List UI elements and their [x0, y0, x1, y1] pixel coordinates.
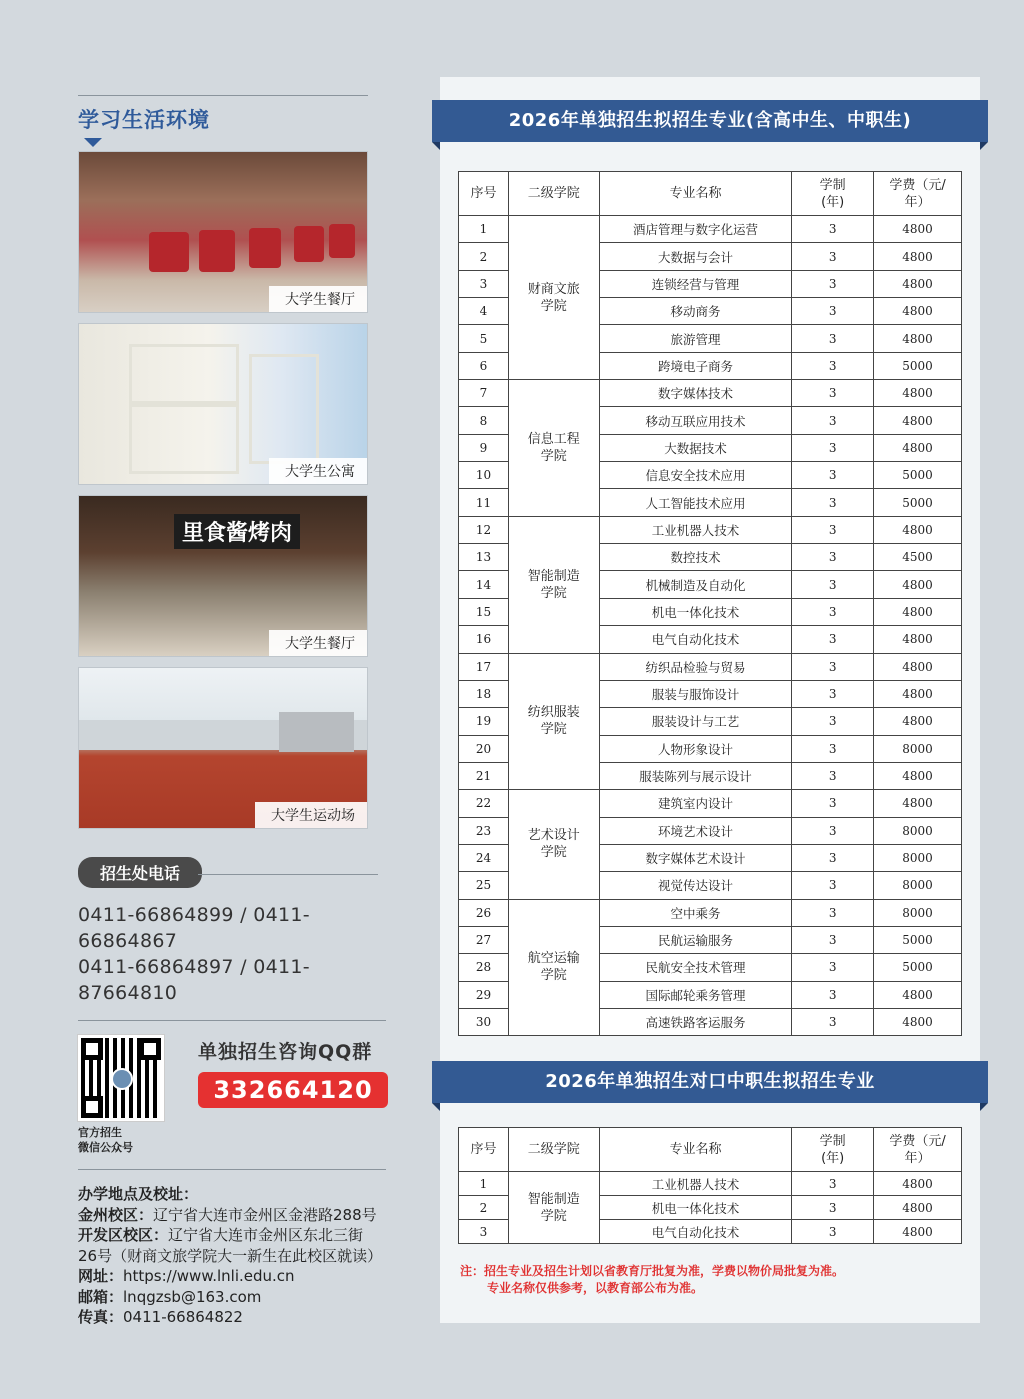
- table-row: [459, 653, 962, 680]
- address-heading: 办学地点及校址：: [78, 1185, 199, 1203]
- college-cell: 纺织服装 学院: [508, 653, 599, 790]
- row-number: 9: [459, 434, 509, 461]
- fee-cell: 4800: [874, 516, 962, 543]
- photo-canteen-2: [78, 495, 368, 657]
- years-cell: 3: [792, 708, 874, 735]
- row-number: 22: [459, 790, 509, 817]
- years-cell: 3: [792, 653, 874, 680]
- fee-cell: 5000: [874, 462, 962, 489]
- phone-numbers: [78, 902, 388, 1006]
- major-name: 移动互联应用技术: [599, 407, 792, 434]
- table-row: [459, 216, 962, 243]
- section-title: 学习生活环境: [78, 95, 368, 142]
- major-name: 服装与服饰设计: [599, 680, 792, 707]
- left-column: [78, 95, 388, 1328]
- years-cell: 3: [792, 270, 874, 297]
- table-row: [459, 380, 962, 407]
- major-name: 空中乘务: [599, 899, 792, 926]
- column-header-major: 专业名称: [599, 1128, 792, 1172]
- fee-cell: 5000: [874, 954, 962, 981]
- row-number: 10: [459, 462, 509, 489]
- college-cell: 智能制造 学院: [508, 516, 599, 653]
- years-cell: 3: [792, 1196, 874, 1220]
- major-name: 人工智能技术应用: [599, 489, 792, 516]
- major-name: 数字媒体技术: [599, 380, 792, 407]
- major-name: 大数据技术: [599, 434, 792, 461]
- row-number: 19: [459, 708, 509, 735]
- fee-cell: 8000: [874, 899, 962, 926]
- fee-cell: 8000: [874, 817, 962, 844]
- row-number: 3: [459, 270, 509, 297]
- qq-group-number[interactable]: 332664120: [198, 1072, 388, 1108]
- column-header-major: 专业名称: [599, 172, 792, 216]
- fee-cell: 4800: [874, 434, 962, 461]
- major-name: 高速铁路客运服务: [599, 1008, 792, 1035]
- fee-cell: 4800: [874, 298, 962, 325]
- column-header-fee: 学费（元/ 年）: [874, 1128, 962, 1172]
- years-cell: 3: [792, 298, 874, 325]
- years-cell: 3: [792, 462, 874, 489]
- row-number: 28: [459, 954, 509, 981]
- row-number: 12: [459, 516, 509, 543]
- divider: [198, 874, 378, 875]
- fee-cell: 4800: [874, 981, 962, 1008]
- major-name: 建筑室内设计: [599, 790, 792, 817]
- college-cell: 财商文旅 学院: [508, 216, 599, 380]
- row-number: 13: [459, 544, 509, 571]
- years-cell: 3: [792, 352, 874, 379]
- row-number: 5: [459, 325, 509, 352]
- shop-sign: 里食酱烤肉: [174, 514, 300, 549]
- photo-sports-field: [78, 667, 368, 829]
- years-cell: 3: [792, 899, 874, 926]
- row-number: 25: [459, 872, 509, 899]
- major-name: 电气自动化技术: [599, 1220, 792, 1244]
- fee-cell: 4800: [874, 708, 962, 735]
- major-name: 民航安全技术管理: [599, 954, 792, 981]
- major-name: 数控技术: [599, 544, 792, 571]
- major-name: 连锁经营与管理: [599, 270, 792, 297]
- photo-dorm: [78, 323, 368, 485]
- row-number: 24: [459, 844, 509, 871]
- fee-cell: 4800: [874, 1220, 962, 1244]
- fee-cell: 4800: [874, 325, 962, 352]
- row-number: 14: [459, 571, 509, 598]
- major-name: 旅游管理: [599, 325, 792, 352]
- years-cell: 3: [792, 790, 874, 817]
- fee-cell: 4800: [874, 790, 962, 817]
- years-cell: 3: [792, 926, 874, 953]
- major-name: 服装设计与工艺: [599, 708, 792, 735]
- fee-cell: 4800: [874, 407, 962, 434]
- major-name: 视觉传达设计: [599, 872, 792, 899]
- years-cell: 3: [792, 407, 874, 434]
- row-number: 15: [459, 598, 509, 625]
- row-number: 7: [459, 380, 509, 407]
- row-number: 23: [459, 817, 509, 844]
- table-row: [459, 790, 962, 817]
- column-header-no: 序号: [459, 172, 509, 216]
- heading-arrow-icon: [84, 138, 102, 147]
- row-number: 4: [459, 298, 509, 325]
- years-cell: 3: [792, 544, 874, 571]
- row-number: 1: [459, 1172, 509, 1196]
- divider: [78, 1020, 386, 1021]
- fax-number: 0411-66864822: [123, 1308, 243, 1326]
- row-number: 11: [459, 489, 509, 516]
- years-cell: 3: [792, 817, 874, 844]
- photo-caption: 大学生公寓: [269, 458, 367, 484]
- fee-cell: 4800: [874, 762, 962, 789]
- major-name: 环境艺术设计: [599, 817, 792, 844]
- years-cell: 3: [792, 1220, 874, 1244]
- fee-cell: 4800: [874, 243, 962, 270]
- phone-line-1: 0411-66864899 / 0411-66864867: [78, 904, 310, 952]
- qr-caption: 官方招生 微信公众号: [78, 1126, 133, 1154]
- phone-label: 招生处电话: [78, 857, 202, 888]
- fee-cell: 4800: [874, 680, 962, 707]
- column-header-fee: 学费（元/ 年）: [874, 172, 962, 216]
- major-name: 人物形象设计: [599, 735, 792, 762]
- major-name: 工业机器人技术: [599, 1172, 792, 1196]
- photo-canteen-1: [78, 151, 368, 313]
- table-row: [459, 1172, 962, 1196]
- years-cell: 3: [792, 243, 874, 270]
- row-number: 16: [459, 626, 509, 653]
- fee-cell: 4800: [874, 571, 962, 598]
- email-link[interactable]: lnqgzsb@163.com: [123, 1287, 262, 1306]
- college-cell: 信息工程 学院: [508, 380, 599, 517]
- years-cell: 3: [792, 325, 874, 352]
- years-cell: 3: [792, 598, 874, 625]
- years-cell: 3: [792, 735, 874, 762]
- note-1: 注：招生专业及招生计划以省教育厅批复为准，学费以物价局批复为准。: [460, 1264, 845, 1278]
- column-header-no: 序号: [459, 1128, 509, 1172]
- fee-cell: 4800: [874, 1008, 962, 1035]
- website-link[interactable]: https://www.lnli.edu.cn: [123, 1267, 295, 1285]
- college-cell: 艺术设计 学院: [508, 790, 599, 899]
- major-name: 酒店管理与数字化运营: [599, 216, 792, 243]
- college-cell: 智能制造 学院: [508, 1172, 599, 1244]
- fee-cell: 4800: [874, 653, 962, 680]
- row-number: 8: [459, 407, 509, 434]
- years-cell: 3: [792, 571, 874, 598]
- table-row: [459, 516, 962, 543]
- years-cell: 3: [792, 680, 874, 707]
- kaifa-address: 辽宁省大连市金州区东北三街: [168, 1226, 364, 1244]
- major-name: 大数据与会计: [599, 243, 792, 270]
- fee-cell: 4800: [874, 1172, 962, 1196]
- table-header-row: [459, 1128, 962, 1172]
- row-number: 26: [459, 899, 509, 926]
- fee-cell: 5000: [874, 489, 962, 516]
- years-cell: 3: [792, 762, 874, 789]
- major-name: 民航运输服务: [599, 926, 792, 953]
- row-number: 20: [459, 735, 509, 762]
- fee-cell: 8000: [874, 872, 962, 899]
- phone-line-2: 0411-66864897 / 0411-87664810: [78, 956, 310, 1004]
- years-cell: 3: [792, 872, 874, 899]
- table-row: [459, 899, 962, 926]
- fee-cell: 8000: [874, 844, 962, 871]
- years-cell: 3: [792, 489, 874, 516]
- row-number: 2: [459, 243, 509, 270]
- table1-title: 2026年单独招生拟招生专业(含高中生、中职生): [432, 100, 988, 142]
- qq-group-title: 单独招生咨询QQ群: [198, 1041, 373, 1063]
- years-cell: 3: [792, 380, 874, 407]
- row-number: 3: [459, 1220, 509, 1244]
- college-cell: 航空运输 学院: [508, 899, 599, 1036]
- major-name: 跨境电子商务: [599, 352, 792, 379]
- table-header-row: [459, 172, 962, 216]
- row-number: 27: [459, 926, 509, 953]
- fee-cell: 4800: [874, 1196, 962, 1220]
- major-name: 服装陈列与展示设计: [599, 762, 792, 789]
- majors-table-2: [458, 1127, 962, 1244]
- fee-cell: 5000: [874, 352, 962, 379]
- fee-cell: 4800: [874, 270, 962, 297]
- major-name: 工业机器人技术: [599, 516, 792, 543]
- column-header-years: 学制 (年): [792, 1128, 874, 1172]
- row-number: 21: [459, 762, 509, 789]
- years-cell: 3: [792, 844, 874, 871]
- column-header-college: 二级学院: [508, 172, 599, 216]
- column-header-years: 学制 (年): [792, 172, 874, 216]
- years-cell: 3: [792, 434, 874, 461]
- years-cell: 3: [792, 981, 874, 1008]
- fee-cell: 4500: [874, 544, 962, 571]
- years-cell: 3: [792, 954, 874, 981]
- years-cell: 3: [792, 516, 874, 543]
- major-name: 信息安全技术应用: [599, 462, 792, 489]
- row-number: 30: [459, 1008, 509, 1035]
- column-header-college: 二级学院: [508, 1128, 599, 1172]
- row-number: 6: [459, 352, 509, 379]
- major-name: 数字媒体艺术设计: [599, 844, 792, 871]
- row-number: 29: [459, 981, 509, 1008]
- note-2: 专业名称仅供参考，以教育部公布为准。: [487, 1281, 704, 1295]
- fee-cell: 4800: [874, 380, 962, 407]
- table2-title: 2026年单独招生对口中职生拟招生专业: [432, 1061, 988, 1103]
- photo-caption: 大学生餐厅: [269, 630, 367, 656]
- major-name: 机电一体化技术: [599, 1196, 792, 1220]
- qr-code-icon: [78, 1035, 164, 1121]
- fee-cell: 4800: [874, 598, 962, 625]
- years-cell: 3: [792, 1008, 874, 1035]
- row-number: 2: [459, 1196, 509, 1220]
- years-cell: 3: [792, 1172, 874, 1196]
- years-cell: 3: [792, 626, 874, 653]
- fee-cell: 4800: [874, 626, 962, 653]
- fee-cell: 8000: [874, 735, 962, 762]
- row-number: 18: [459, 680, 509, 707]
- row-number: 17: [459, 653, 509, 680]
- photo-caption: 大学生运动场: [255, 802, 367, 828]
- major-name: 国际邮轮乘务管理: [599, 981, 792, 1008]
- major-name: 电气自动化技术: [599, 626, 792, 653]
- address-block: 办学地点及校址： 金州校区：辽宁省大连市金州区金港路288号 开发区校区：辽宁省大连市金州区东北三街 26号（财商文旅学院大一新生在此校区就读） 网址：https://www.lnli.edu.cn 邮箱：lnqgzsb@163.com 传真：0411-66864822: [78, 1185, 383, 1326]
- major-name: 移动商务: [599, 298, 792, 325]
- photo-caption: 大学生餐厅: [269, 286, 367, 312]
- major-name: 机械制造及自动化: [599, 571, 792, 598]
- fee-cell: 5000: [874, 926, 962, 953]
- jinzhou-address: 辽宁省大连市金州区金港路288号: [153, 1205, 377, 1224]
- major-name: 机电一体化技术: [599, 598, 792, 625]
- fee-cell: 4800: [874, 216, 962, 243]
- divider: [78, 1169, 386, 1170]
- majors-panel: [440, 77, 980, 1323]
- row-number: 1: [459, 216, 509, 243]
- qq-block: [78, 1035, 388, 1155]
- majors-table-1: [458, 171, 962, 1036]
- years-cell: 3: [792, 216, 874, 243]
- major-name: 纺织品检验与贸易: [599, 653, 792, 680]
